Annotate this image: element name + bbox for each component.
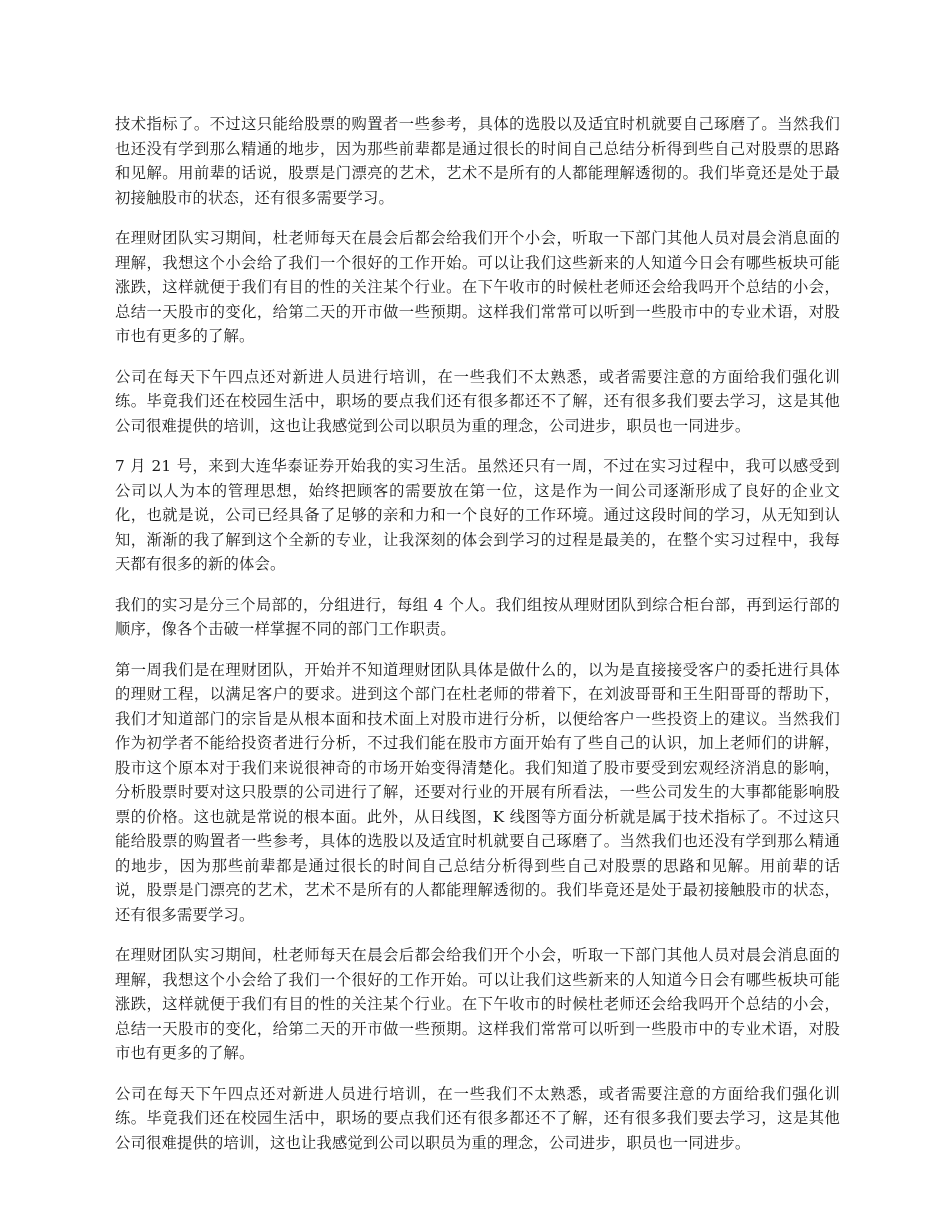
paragraph: 技术指标了。不过这只能给股票的购置者一些参考，具体的选股以及适宜时机就要自己琢磨了。当然我们也还没有学到那么精通的地步，因为那些前辈都是通过很长的时间自己总结分析得到些自己对股票的思路和见解。用前辈的话说，股票是门漂亮的艺术，艺术不是所有的人都能理解透彻的。我们毕竟还是处于最初接触股市的状态，还有很多需要学习。 (115, 115, 840, 207)
paragraph: 公司在每天下午四点还对新进人员进行培训，在一些我们不太熟悉，或者需要注意的方面给我们强化训练。毕竟我们还在校园生活中，职场的要点我们还有很多都还不了解，还有很多我们要去学习，这是其他公司很难提供的培训，这也让我感觉到公司以职员为重的理念，公司进步，职员也一同进步。 (115, 367, 840, 435)
paragraph: 第一周我们是在理财团队，开始并不知道理财团队具体是做什么的，以为是直接接受客户的委托进行具体的理财工程，以满足客户的要求。进到这个部门在杜老师的带着下，在刘波哥哥和王生阳哥哥的帮助下，我们才知道部门的宗旨是从根本面和技术面上对股市进行分析，以便给客户一些投资上的建议。当然我们作为初学者不能给投资者进行分析，不过我们能在股市方面开始有了些自己的认识，加上老师们的讲解，股市这个原本对于我们来说很神奇的市场开始变得清楚化。我们知道了股市要受到宏观经济消息的影响，分析股票时要对这只股票的公司进行了解，还要对行业的开展有所看法，一些公司发生的大事都能影响股票的价格。这也就是常说的根本面。此外，从日线图，K 线图等方面分析就是属于技术指标了。不过这只能给股票的购置者一些参考，具体的选股以及适宜时机就要自己琢磨了。当然我们也还没有学到那么精通的地步，因为那些前辈都是通过很长的时间自己总结分析得到些自己对股票的思路和见解。用前辈的话说，股票是门漂亮的艺术，艺术不是所有的人都能理解透彻的。我们毕竟还是处于最初接触股市的状态，还有很多需要学习。 (115, 660, 840, 924)
paragraph: 我们的实习是分三个局部的，分组进行，每组 4 个人。我们组按从理财团队到综合柜台部，再到运行部的顺序，像各个击破一样掌握不同的部门工作职责。 (115, 595, 840, 638)
paragraph: 公司在每天下午四点还对新进人员进行培训，在一些我们不太熟悉，或者需要注意的方面给我们强化训练。毕竟我们还在校园生活中，职场的要点我们还有很多都还不了解，还有很多我们要去学习，这是其他公司很难提供的培训，这也让我感觉到公司以职员为重的理念，公司进步，职员也一同进步。 (115, 1084, 840, 1152)
document-body (115, 112, 840, 1171)
paragraph: 在理财团队实习期间，杜老师每天在晨会后都会给我们开个小会，听取一下部门其他人员对晨会消息面的理解，我想这个小会给了我们一个很好的工作开始。可以让我们这些新来的人知道今日会有哪些板块可能涨跌，这样就便于我们有目的性的关注某个行业。在下午收市的时候杜老师还会给我吗开个总结的小会，总结一天股市的变化，给第二天的开市做一些预期。这样我们常常可以听到一些股市中的专业术语，对股市也有更多的了解。 (115, 946, 840, 1062)
paragraph: 在理财团队实习期间，杜老师每天在晨会后都会给我们开个小会，听取一下部门其他人员对晨会消息面的理解，我想这个小会给了我们一个很好的工作开始。可以让我们这些新来的人知道今日会有哪些板块可能涨跌，这样就便于我们有目的性的关注某个行业。在下午收市的时候杜老师还会给我吗开个总结的小会，总结一天股市的变化，给第二天的开市做一些预期。这样我们常常可以听到一些股市中的专业术语，对股市也有更多的了解。 (115, 229, 840, 345)
paragraph: 7 月 21 号，来到大连华泰证券开始我的实习生活。虽然还只有一周，不过在实习过程中，我可以感受到公司以人为本的管理思想，始终把顾客的需要放在第一位，这是作为一间公司逐渐形成了良好的企业文化，也就是说，公司已经具备了足够的亲和力和一个良好的工作环境。通过这段时间的学习，从无知到认知，渐渐的我了解到这个全新的专业，让我深刻的体会到学习的过程是最美的，在整个实习过程中，我每天都有很多的新的体会。 (115, 457, 840, 573)
